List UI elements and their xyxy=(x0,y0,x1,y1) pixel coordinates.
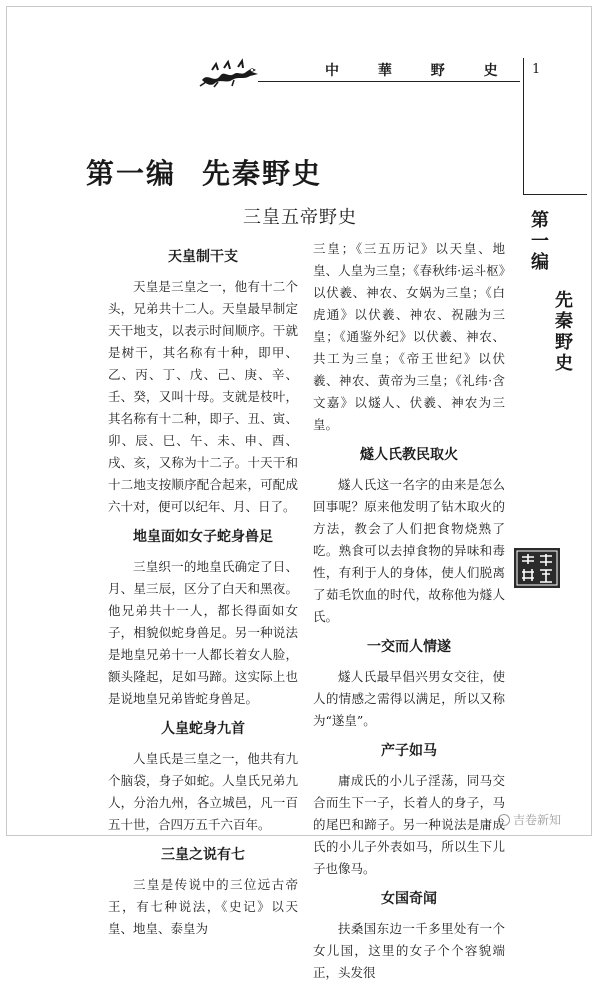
right-column xyxy=(313,238,505,984)
watermark-text: 吉卷新知 xyxy=(513,813,562,827)
dragon-icon xyxy=(198,58,262,88)
article-body: 人皇氏是三皇之一，他共有九个脑袋，身子如蛇。人皇氏兄弟九人，分治九州，各立城邑，凡一百五十世，合四万五千六百年。 xyxy=(108,751,298,832)
side-divider-horizontal xyxy=(523,194,587,195)
article-body: 三皇是传说中的三位远古帝王，有七种说法，《史记》以天皇、地皇、泰皇为 xyxy=(108,877,298,936)
article-body: 扶桑国东边一千多里处有一个女儿国，这里的女子个个容貌端正，头发很 xyxy=(313,921,505,980)
side-title-label: 先秦野史 xyxy=(555,290,573,374)
seal-icon xyxy=(514,548,560,588)
article-heading: 女国奇闻 xyxy=(381,891,437,907)
camera-icon xyxy=(498,814,510,826)
article-body: 三皇织一的地皇氏确定了日、月、星三辰，区分了白天和黑夜。他兄弟共十一人，都长得面如女子，相貌似蛇身兽足。另一种说法是地皇兄弟十一人都长着女人脸，额头隆起，足如马蹄。这实际上也是说地皇兄弟皆蛇身兽足。 xyxy=(108,559,298,706)
chapter-title xyxy=(86,152,322,192)
header-rule xyxy=(258,81,520,82)
page-number: 1 xyxy=(532,62,541,77)
article-heading: 燧人氏教民取火 xyxy=(360,447,458,463)
article-body: 燧人氏这一名字的由来是怎么回事呢？原来他发明了钻木取火的方法，教会了人们把食物烧熟了吃。熟食可以去掉食物的异味和毒性，有利于人的身体，使人们脱离了茹毛饮血的时代，故称他为燧人氏。 xyxy=(313,477,505,624)
chapter-name: 先秦野史 xyxy=(202,157,323,190)
article-heading: 人皇蛇身九首 xyxy=(161,721,245,737)
section-title: 三皇五帝野史 xyxy=(243,207,357,228)
running-header-title: 中 華 野 史 xyxy=(325,63,515,79)
article-body: 天皇是三皇之一，他有十二个头，兄弟共十二人。天皇最早制定天干地支，以表示时间顺序。干就是树干，其名称有十种，即甲、乙、丙、丁、戊、己、庚、辛、壬、癸，又叫十母。支就是枝叶，其名称有十二种，即子、丑、寅、卯、辰、巳、午、未、申、酉、戌、亥，又称为十二子。十天干和十二地支按顺序配合起来，可配成六十对，便可以纪年、月、日了。 xyxy=(108,279,298,514)
left-column xyxy=(108,238,298,940)
article-heading: 一交而人情遂 xyxy=(367,639,451,655)
article-body: 燧人氏最早倡兴男女交往，使人的情感之需得以满足，所以又称为“遂皇”。 xyxy=(313,669,505,728)
article-heading: 三皇之说有七 xyxy=(161,847,245,863)
chapter-part: 第一编 xyxy=(86,157,177,190)
watermark xyxy=(498,811,561,828)
article-heading: 地皇面如女子蛇身兽足 xyxy=(133,529,273,545)
article-heading: 产子如马 xyxy=(381,743,437,759)
article-body: 庸成氏的小儿子淫荡，同马交合而生下一子，长着人的身子，马的尾巴和蹄子。另一种说法是庸成氏的小儿子外表如马，所以生下儿子也像马。 xyxy=(313,773,505,876)
article-heading: 天皇制干支 xyxy=(168,249,238,265)
side-divider-vertical xyxy=(523,58,524,195)
side-part-label: 第一编 xyxy=(531,210,549,273)
article-body-continuation: 三皇；《三五历记》以天皇、地皇、人皇为三皇；《春秋纬·运斗枢》以伏羲、神农、女娲为三皇；《白虎通》以伏羲、神农、祝融为三皇；《通鉴外纪》以伏羲、神农、共工为三皇；《帝王世纪》以伏羲、神农、黄帝为三皇；《礼纬·含文嘉》以燧人、伏羲、神农为三皇。 xyxy=(313,241,505,432)
